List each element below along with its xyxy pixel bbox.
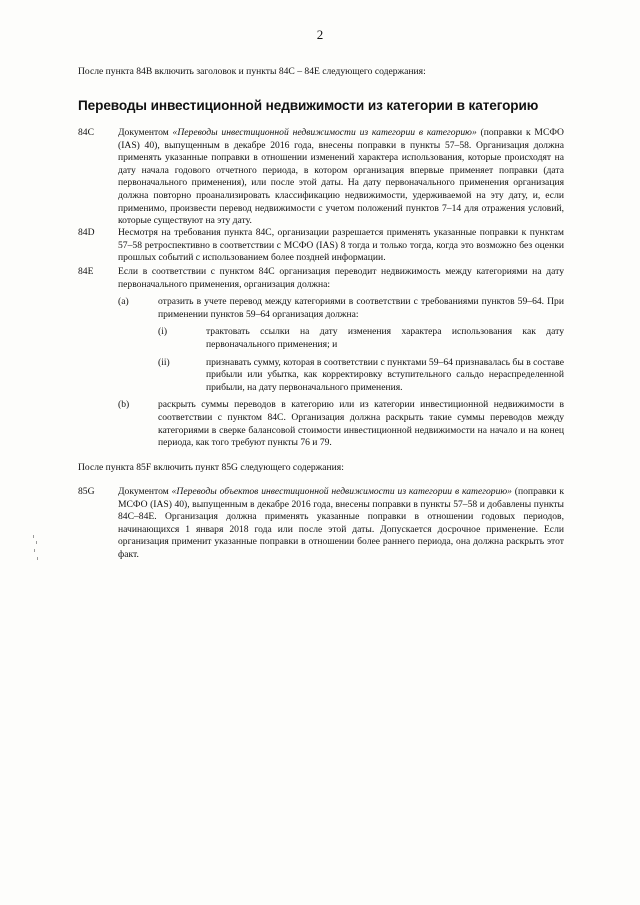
subitem-marker: (a) xyxy=(118,296,129,308)
paragraph-number: 84E xyxy=(78,266,94,277)
page-number: 2 xyxy=(316,27,324,42)
subitem-text: отразить в учете перевод между категориями в соответствии с требованиями пунктов 59–64. При применении пунктов 59–64 организация должна: xyxy=(158,296,564,320)
intro-85-instruction: После пункта 85F включить пункт 85G следующего содержания: xyxy=(78,462,344,473)
paragraph-84c xyxy=(78,127,564,228)
subitem-ii xyxy=(158,357,564,395)
subitem-marker: (ii) xyxy=(158,356,170,368)
subitem-text: трактовать ссылки на дату изменения характера использования как дату первоначального применения; и xyxy=(206,326,564,350)
paragraph-intro: Если в соответствии с пунктом 84C организация переводит недвижимость между категориями на дату первоначального применения, организация должна: xyxy=(118,266,564,290)
subitem-marker: (b) xyxy=(118,399,130,411)
subitem-a xyxy=(118,296,564,394)
subitem-i xyxy=(158,326,564,351)
paragraph-text: Документом «Переводы объектов инвестиционной недвижимости из категории в категорию» (поправки к МСФО (IAS) 40), выпущенным в декабре 2016 года, внесены поправки в пункты 57–58 и добавлены пункты 84C–84E. Организация должна применять указанные поправки в отношении годовых периодов, начинающихся 1 января 2018 года или после этой даты. Допускается досрочное применение. Если организация применит указанные поправки в отношении более раннего периода, она должна раскрыть этот факт. xyxy=(118,486,564,560)
paragraph-84e xyxy=(78,266,564,450)
section-heading: Переводы инвестиционной недвижимости из категории в категорию xyxy=(78,98,539,113)
paragraph-number: 85G xyxy=(78,486,95,497)
paragraph-text: Несмотря на требования пункта 84C, организации разрешается применять указанные поправки к пунктам 57–58 ретроспективно в соответствии с МСФО (IAS) 8 тогда и только тогда, когда это возможно без оценки прошлых событий с использованием более поздней информации. xyxy=(118,227,564,264)
subitem-marker: (i) xyxy=(158,326,168,338)
paragraph-number: 84C xyxy=(78,127,94,138)
subitem-text: признавать сумму, которая в соответствии с пунктами 59–64 признавалась бы в составе прибыли или убытка, как корректировку вступительного сальдо нераспределенной прибыли, на дату первоначального применения. xyxy=(206,356,564,393)
intro-84-instruction: После пункта 84B включить заголовок и пункты 84C – 84E следующего содержания: xyxy=(78,66,426,77)
document-title: «Переводы объектов инвестиционной недвижимости из категории в категорию» xyxy=(171,486,512,497)
paragraph-84d xyxy=(78,227,564,265)
subitem-b xyxy=(118,399,564,449)
scan-artifact xyxy=(32,535,40,567)
paragraph-number: 84D xyxy=(78,227,95,238)
paragraph-85g xyxy=(78,486,564,562)
subitem-text: раскрыть суммы переводов в категорию или из категории инвестиционной недвижимости в соответствии с пунктом 84C. Организация должна раскрыть такие суммы переводов между категориями в сверке балансовой стоимости инвестиционной недвижимости на начало и на конец периода, как того требуют пункты 76 и 79. xyxy=(158,399,564,449)
paragraph-text: Документом «Переводы инвестиционной недвижимости из категории в категорию» (поправки к МСФО (IAS) 40), выпущенным в декабре 2016 года, внесены поправки в пункты 57–58. Организация должна применять указанные поправки в отношении изменений характера использования, которые происходят на дату начала годового отчетного периода, в котором организация впервые применяет поправки (дата первоначального применения), или после этой даты. На дату первоначального применения организация должна повторно проанализировать классификацию недвижимости, удерживаемой на эту дату, и, если применимо, произвести перевод недвижимости с учетом положений пунктов 7–14 для отражения условий, которые существуют на эту дату. xyxy=(118,127,564,227)
document-title: «Переводы инвестиционной недвижимости из категории в категорию» xyxy=(172,127,477,138)
paragraph-text xyxy=(118,266,564,450)
